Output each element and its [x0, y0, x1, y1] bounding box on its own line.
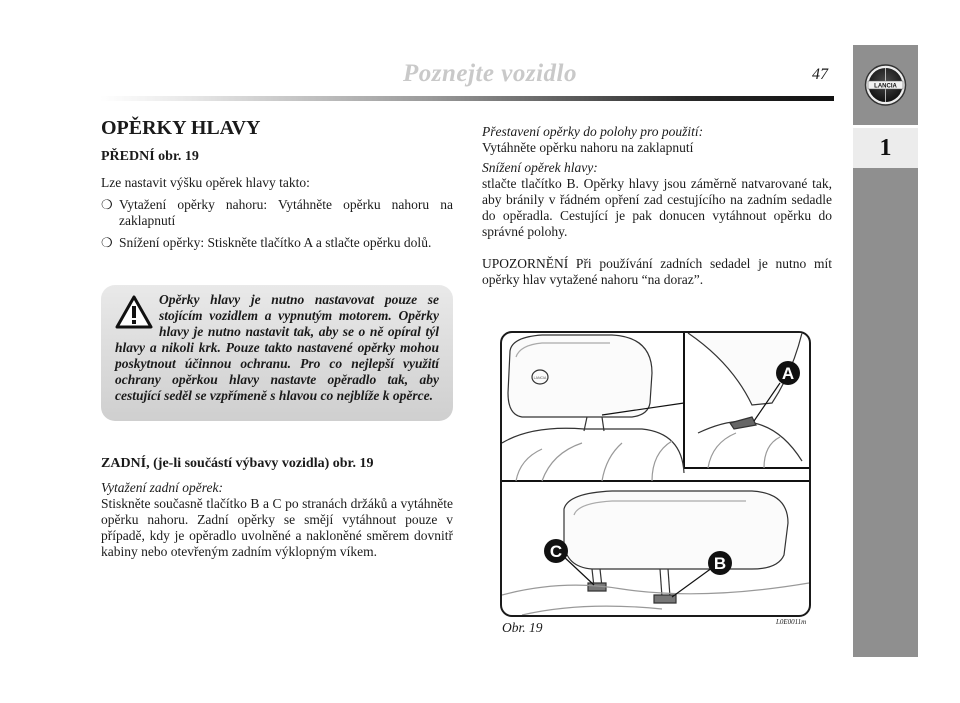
chapter-number: 1	[853, 128, 918, 168]
left-column	[101, 117, 453, 257]
section-title: OPĚRKY HLAVY	[101, 117, 261, 139]
warning-text: Opěrky hlavy je nutno nastavovat pouze se stojícím vozidlem a vypnutým motorem. Opěrky hlavy je nutno nastavit tak, aby se o ně opíral týl hlavy a nikoli krk. Pouze takto nastavené opěrky mohou poskytnout účinnou ochranu. Pro co nejlepší využití ochrany opěrkou hlavy nastavte opěradlo tak, aby cestující seděl se vzpřímeně s hlavou co nejblíže k opěrce.	[115, 292, 439, 403]
header-rule	[100, 96, 834, 101]
bullet-mark: ❍	[101, 235, 113, 250]
figure-19	[500, 331, 811, 617]
adjust-text: Vytáhněte opěrku nahoru na zaklapnutí	[482, 140, 694, 155]
lower-text: stlačte tlačítko B. Opěrky hlavy jsou záměrně natvarované tak, aby bránily v řádném opření zad cestujícího na zadním sedadle do opěradla. Cestující je pak donucen vytáhnout opěrku do správné polohy.	[482, 176, 832, 239]
tab-logo-box	[853, 45, 918, 128]
callout-a: A	[781, 364, 795, 383]
lancia-shield-logo-icon	[853, 45, 918, 125]
page-number: 47	[812, 66, 828, 83]
callout-b: B	[713, 554, 727, 573]
chapter-box	[853, 128, 918, 171]
front-intro: Lze nastavit výšku opěrek hlavy takto:	[101, 175, 310, 190]
warning-box	[101, 285, 453, 421]
page-header-title: Poznejte vozidlo	[403, 60, 577, 87]
bullet-text: Snížení opěrky: Stiskněte tlačítko A a stlačte opěrku dolů.	[119, 235, 432, 250]
bullet-mark: ❍	[101, 197, 113, 212]
emblem-text: LANCIA	[533, 376, 547, 380]
bullet-text: Vytažení opěrky nahoru: Vytáhněte opěrku nahoru na zaklapnutí	[119, 197, 453, 228]
rear-subheading: Vytažení zadní opěrek:	[101, 480, 223, 495]
right-column	[482, 124, 832, 288]
callout-c: C	[549, 542, 563, 561]
lower-subheading: Snížení opěrek hlavy:	[482, 160, 598, 175]
rear-text: Stiskněte současně tlačítko B a C po stranách držáků a vytáhněte opěrku nahoru. Zadní opěrky se smějí vytáhnout pouze v případě, kdy je opěradlo uvolněné a nakloněné směrem dovnitř kabiny nebo otevřeným zadním výklopným víkem.	[101, 496, 453, 559]
caution-text: UPOZORNĚNÍ Při používání zadních sedadel je nutno mít opěrky hlav vytažené nahoru “na doraz”.	[482, 256, 832, 287]
chapter-side-tab	[853, 45, 918, 657]
figure-caption: Obr. 19	[502, 620, 543, 635]
headrest-illustration	[502, 333, 809, 615]
lancia-logo-text: LANCIA	[874, 83, 897, 90]
rear-section	[101, 456, 453, 560]
figure-code: L0E0011m	[776, 618, 807, 626]
list-item	[101, 197, 453, 229]
list-item	[101, 235, 453, 251]
rear-heading: ZADNÍ, (je-li součástí výbavy vozidla) obr. 19	[101, 456, 374, 471]
adjust-subheading: Přestavení opěrky do polohy pro použití:	[482, 124, 704, 139]
front-heading: PŘEDNÍ obr. 19	[101, 149, 199, 164]
